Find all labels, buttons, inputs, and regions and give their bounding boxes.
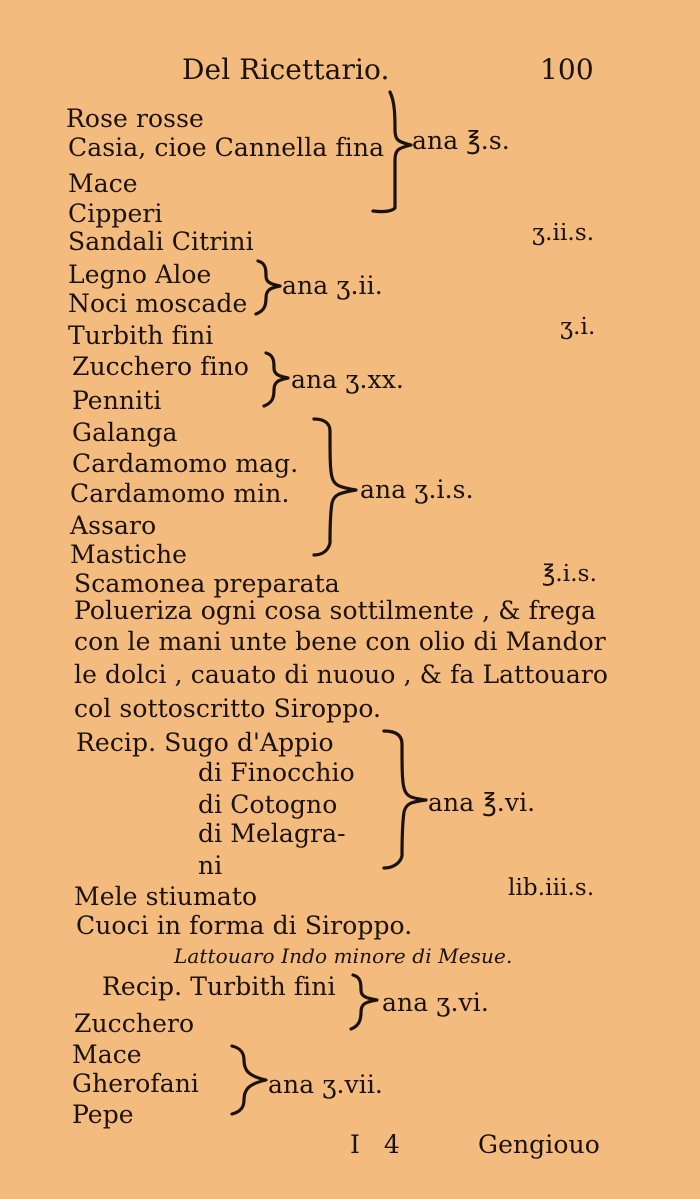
dose-label: ana ʒ.vii. [268, 1070, 383, 1099]
paragraph-line: le dolci , cauato di nuouo , & fa Lattouaro [74, 660, 609, 689]
ingredient-line: Mastiche [70, 540, 188, 569]
ingredient-line: Recip. Sugo d'Appio [76, 728, 334, 757]
ingredient-line: di Finocchio [198, 758, 355, 787]
ingredient-line: di Melagra- [198, 819, 346, 848]
dose-label: ana ʒ.xx. [291, 365, 404, 394]
brace-bracket [226, 1042, 272, 1122]
ingredient-line: Pepe [72, 1100, 134, 1129]
ingredient-line: Cardamomo mag. [72, 449, 299, 478]
dose-label: lib.iii.s. [508, 875, 595, 901]
ingredient-line: Turbith fini [68, 321, 214, 350]
running-title: Del Ricettario. [182, 53, 390, 86]
ingredient-line: Noci moscade [68, 289, 248, 318]
dose-label: ana ʒ.vi. [382, 988, 489, 1017]
dose-label: ana ʒ.i.s. [360, 475, 474, 504]
dose-label: ʒ.ii.s. [532, 220, 595, 246]
brace-bracket [380, 726, 432, 876]
dose-label: ana ʒ.ii. [282, 271, 383, 300]
dose-label: ℥.i.s. [542, 561, 597, 587]
ingredient-line: Assaro [70, 511, 157, 540]
ingredient-line: Mele stiumato [74, 882, 258, 911]
section-subtitle: Lattouaro Indo minore di Mesue. [174, 944, 513, 968]
ingredient-line: Mace [68, 169, 138, 198]
page-number: 100 [540, 53, 594, 86]
ingredient-line: Legno Aloe [68, 260, 212, 289]
brace-bracket [258, 350, 292, 410]
ingredient-line: Zucchero fino [72, 352, 250, 381]
dose-label: ana ℥.s. [412, 126, 510, 155]
signature-mark: I 4 [350, 1130, 408, 1159]
ingredient-line: Penniti [72, 386, 162, 415]
ingredient-line: Cipperi [68, 199, 163, 228]
ingredient-line: Galanga [72, 418, 178, 447]
ingredient-line: Scamonea preparata [74, 569, 340, 598]
paragraph-line: col sottoscritto Siroppo. [74, 694, 382, 723]
ingredient-line: Cardamomo min. [70, 479, 290, 508]
ingredient-line: Sandali Citrini [68, 227, 254, 256]
ingredient-line: Mace [72, 1040, 142, 1069]
paragraph-line: Polueriza ogni cosa sottilmente , & frega [74, 596, 597, 625]
ingredient-line: Rose rosse [66, 104, 204, 133]
ingredient-line: Recip. Turbith fini [102, 972, 336, 1001]
ingredient-line: Gherofani [72, 1069, 200, 1098]
brace-bracket [308, 415, 364, 565]
brace-bracket [365, 90, 415, 220]
paragraph-line: con le mani unte bene con olio di Mandor [74, 627, 606, 656]
ingredient-line: ni [198, 851, 223, 880]
brace-bracket [345, 972, 381, 1034]
dose-label: ʒ.i. [560, 314, 596, 340]
brace-bracket [250, 258, 284, 318]
catchword: Gengiouo [478, 1130, 600, 1159]
instruction-line: Cuoci in forma di Siroppo. [76, 911, 413, 940]
ingredient-line: Zucchero [74, 1009, 195, 1038]
ingredient-line: di Cotogno [198, 790, 338, 819]
dose-label: ana ℥.vi. [428, 788, 536, 817]
ingredient-line: Casia, cioe Cannella fina [68, 133, 385, 162]
